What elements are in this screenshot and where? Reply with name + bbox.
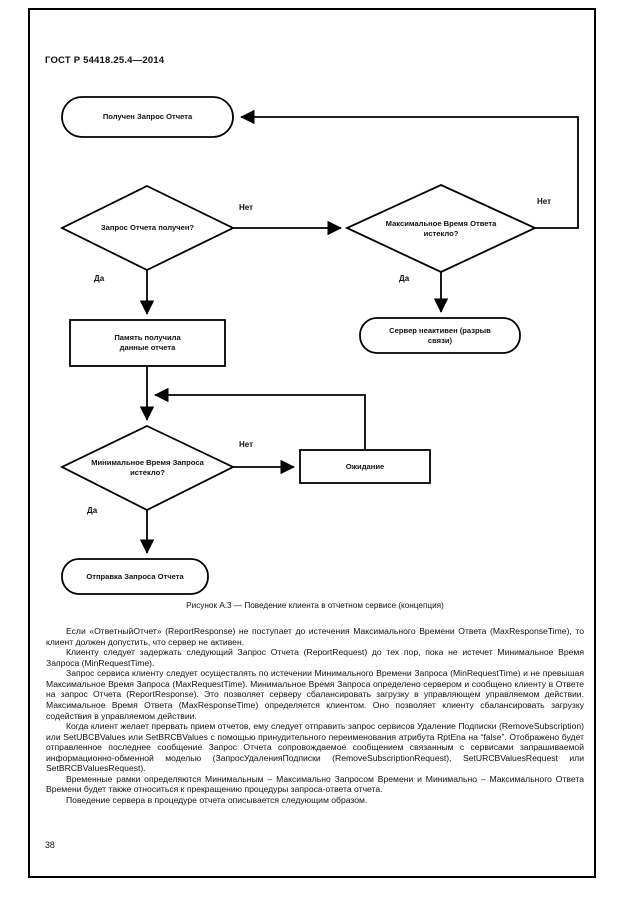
paragraph-6: Поведение сервера в процедуре отчета описывается следующим образом.: [66, 795, 368, 805]
branch-label-no-1: Нет: [239, 203, 254, 212]
body-text: [46, 626, 584, 806]
paragraph-5: Временные рамки определяются Минимальным – Максимально Запросом Времени и Минимально – Максимального Ответа Времени будет также относиться к прекращению процедуры запроса-ответа отчета.: [46, 773, 584, 795]
page-number: 38: [45, 840, 55, 850]
paragraph-1: Если «ОтветныйОтчет» (ReportResponse) не поступает до истечения Максимального Времени Ответа (MaxResponseTime), то клиент должен допустить, что сервер не активен.: [46, 626, 584, 647]
node-start: Получен Запрос Отчета: [102, 112, 193, 122]
branch-label-yes-2: Да: [399, 274, 410, 283]
node-decision-max-time: Максимальное Время Ответа истекло?: [385, 218, 497, 238]
node-end: Отправка Запроса Отчета: [86, 571, 184, 581]
node-memory: Память получила данные отчета: [114, 333, 181, 352]
document-header: ГОСТ Р 54418.25.4—2014: [45, 55, 165, 66]
paragraph-3: Запрос сервиса клиенту следует осуществлять по истечении Минимального Времени Запроса (MinRequestTime) и не превышая Максимальное Время Запроса (MaxRequestTime). Минимальное Время Запроса определено сервером и сообщено клиенту в Ответе на запрос Отчета (ReportResponse). Это позволяет серверу сбалансировать загрузку в управляющем управляемом действии. Максимальное Время Ответа (MaxResponseTime) определяется клиентом. Оно позволяет клиенту сбалансировать загрузку содействия в управляемом действии.: [46, 668, 584, 721]
node-server-inactive: Сервер неактивен (разрыв связи): [389, 325, 491, 345]
paragraph-4: Когда клиент желает прервать прием отчетов, ему следует отправить запрос сервисов Удаление Подписки (RemoveSubscription) или SetUBCBValues или SetBRCBValues с помощью принудительного переименования атрибута RptEna на “false”. Отображено будет отправленное последнее сообщение Запрос Отчета сопровождаемое сообщением связанным с сервисами запрашиваемой информационно-обменной моделью (ЗапросУдаленияПодписки (RemoveSubscriptionRequest), SetURCBValuesRequest или SetBRCBValuesRequest).: [46, 721, 584, 774]
node-decision-min-time: Минимальное Время Запроса истекло?: [91, 458, 204, 477]
node-decision-request-received: Запрос Отчета получен?: [100, 223, 195, 233]
branch-label-no-2: Нет: [537, 197, 552, 206]
figure-caption: Рисунок А.3 — Поведение клиента в отчетном сервисе (концепция): [186, 601, 444, 610]
branch-label-yes-3: Да: [87, 506, 98, 515]
node-wait: Ожидание: [345, 461, 385, 471]
paragraph-2: Клиенту следует задержать следующий Запрос Отчета (ReportRequest) до тех пор, пока не истечет Минимальное Время Запроса (MinRequestTime).: [46, 647, 584, 668]
branch-label-no-3: Нет: [239, 440, 254, 449]
branch-label-yes-1: Да: [94, 274, 105, 283]
